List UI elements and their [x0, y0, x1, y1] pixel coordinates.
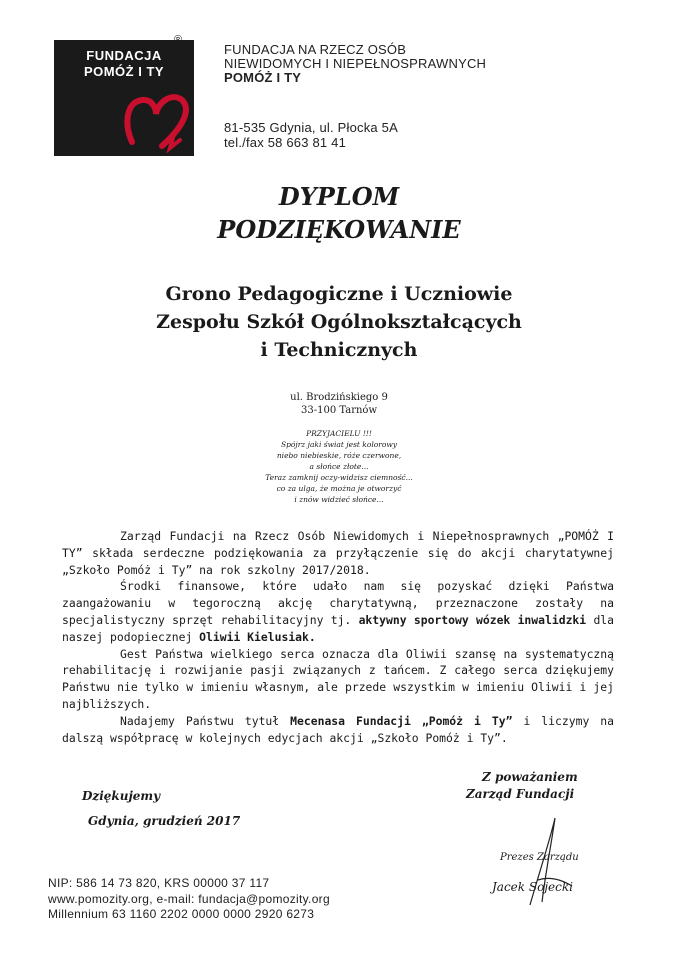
bold-wheelchair: aktywny sportowy wózek inwalidzki [358, 612, 587, 627]
poem-line: co za ulga, że można je otworzyć [276, 484, 402, 493]
org-address: 81-535 Gdynia, ul. Płocka 5A [224, 120, 398, 135]
recipient-city: 33-100 Tarnów [300, 405, 378, 416]
thanks: Dziękujemy [82, 789, 161, 803]
regards-line1: Z poważaniem [482, 770, 578, 784]
org-phone: tel./fax 58 663 81 41 [224, 135, 347, 150]
footer-nip-krs: NIP: 586 14 73 820, KRS 00000 37 117 [48, 876, 270, 890]
poem-line: niebo niebieskie, róże czerwone, [276, 451, 402, 460]
place-date: Gdynia, grudzień 2017 [88, 814, 241, 828]
body-paragraph-1: Zarząd Fundacji na Rzecz Osób Niewidomych i Niepełnosprawnych „POMÓŻ I TY” składa serdeczne podziękowania za przyłączenie się do akcji charytatywnej „Szkoło Pomóż i Ty” na rok szkolny 2017/2018. [62, 529, 614, 577]
body-paragraph-2: Środki finansowe, które udało nam się pozyskać dzięki Państwa zaangażowaniu w tegoroczną akcję charytatywną, przeznaczone zostały na specjalistyczny sprzęt rehabilitacyjny tj. aktywny sportowy wózek inwalidzki dla naszej podopiecznej Oliwii Kielusiak. [62, 579, 615, 644]
signature-name: Jacek Sojecki [492, 880, 573, 894]
foundation-logo [54, 40, 194, 156]
regards-line2: Zarząd Fundacji [466, 787, 575, 801]
body-paragraph-3: Gest Państwa wielkiego serca oznacza dla Oliwii szansę na systematyczną rehabilitację i rozwijanie pasji związanych z tańcem. Z całego serca dziękujemy Państwu nie tylko w imieniu własnym, ale przede wszystkim w imieniu Oliwii i jej najbliższych. [62, 646, 614, 711]
poem [0, 428, 678, 505]
recipient-line2: Zespołu Szkół Ogólnokształcących [156, 311, 522, 333]
bold-beneficiary: Oliwii Kielusiak. [199, 629, 316, 644]
recipient-line3: i Technicznych [260, 339, 418, 361]
footer-bank-account: Millennium 63 1160 2202 0000 0000 2920 6273 [48, 907, 315, 921]
bold-patron-title: Mecenasa Fundacji „Pomóż i Ty” [290, 713, 513, 728]
registered-mark: ® [174, 34, 183, 46]
signature-role: Prezes Zarządu [500, 852, 579, 863]
poem-line: i znów widzieć słońce... [294, 495, 384, 504]
poem-line: a słońce złote... [309, 462, 369, 471]
logo-text-line2: POMÓŻ I TY [83, 64, 165, 79]
recipient-line1: Grono Pedagogiczne i Uczniowie [165, 283, 513, 305]
diploma-title: DYPLOM [278, 182, 400, 211]
logo-text-line1: FUNDACJA [86, 48, 162, 63]
diploma-subtitle: PODZIĘKOWANIE [217, 215, 461, 244]
heart-icon [122, 84, 192, 156]
recipient-street: ul. Brodzińskiego 9 [290, 392, 388, 403]
org-name-line1: FUNDACJA NA RZECZ OSÓB [224, 42, 407, 57]
org-name-line2: NIEWIDOMYCH I NIEPEŁNOSPRAWNYCH [224, 56, 487, 71]
letter-body [62, 528, 614, 746]
poem-line: PRZYJACIELU !!! [306, 429, 372, 438]
poem-line: Teraz zamknij oczy-widzisz ciemność... [265, 473, 413, 482]
body-paragraph-4: Nadajemy Państwu tytuł Mecenasa Fundacji „Pomóż i Ty” i liczymy na dalszą współpracę w kolejnych edycjach akcji „Szkoło Pomóż i Ty”. [62, 713, 615, 745]
poem-line: Spójrz jaki świat jest kolorowy [280, 440, 398, 449]
org-name-line3: POMÓŻ I TY [224, 70, 302, 85]
footer-contact: www.pomozity.org, e-mail: fundacja@pomozity.org [48, 892, 330, 906]
